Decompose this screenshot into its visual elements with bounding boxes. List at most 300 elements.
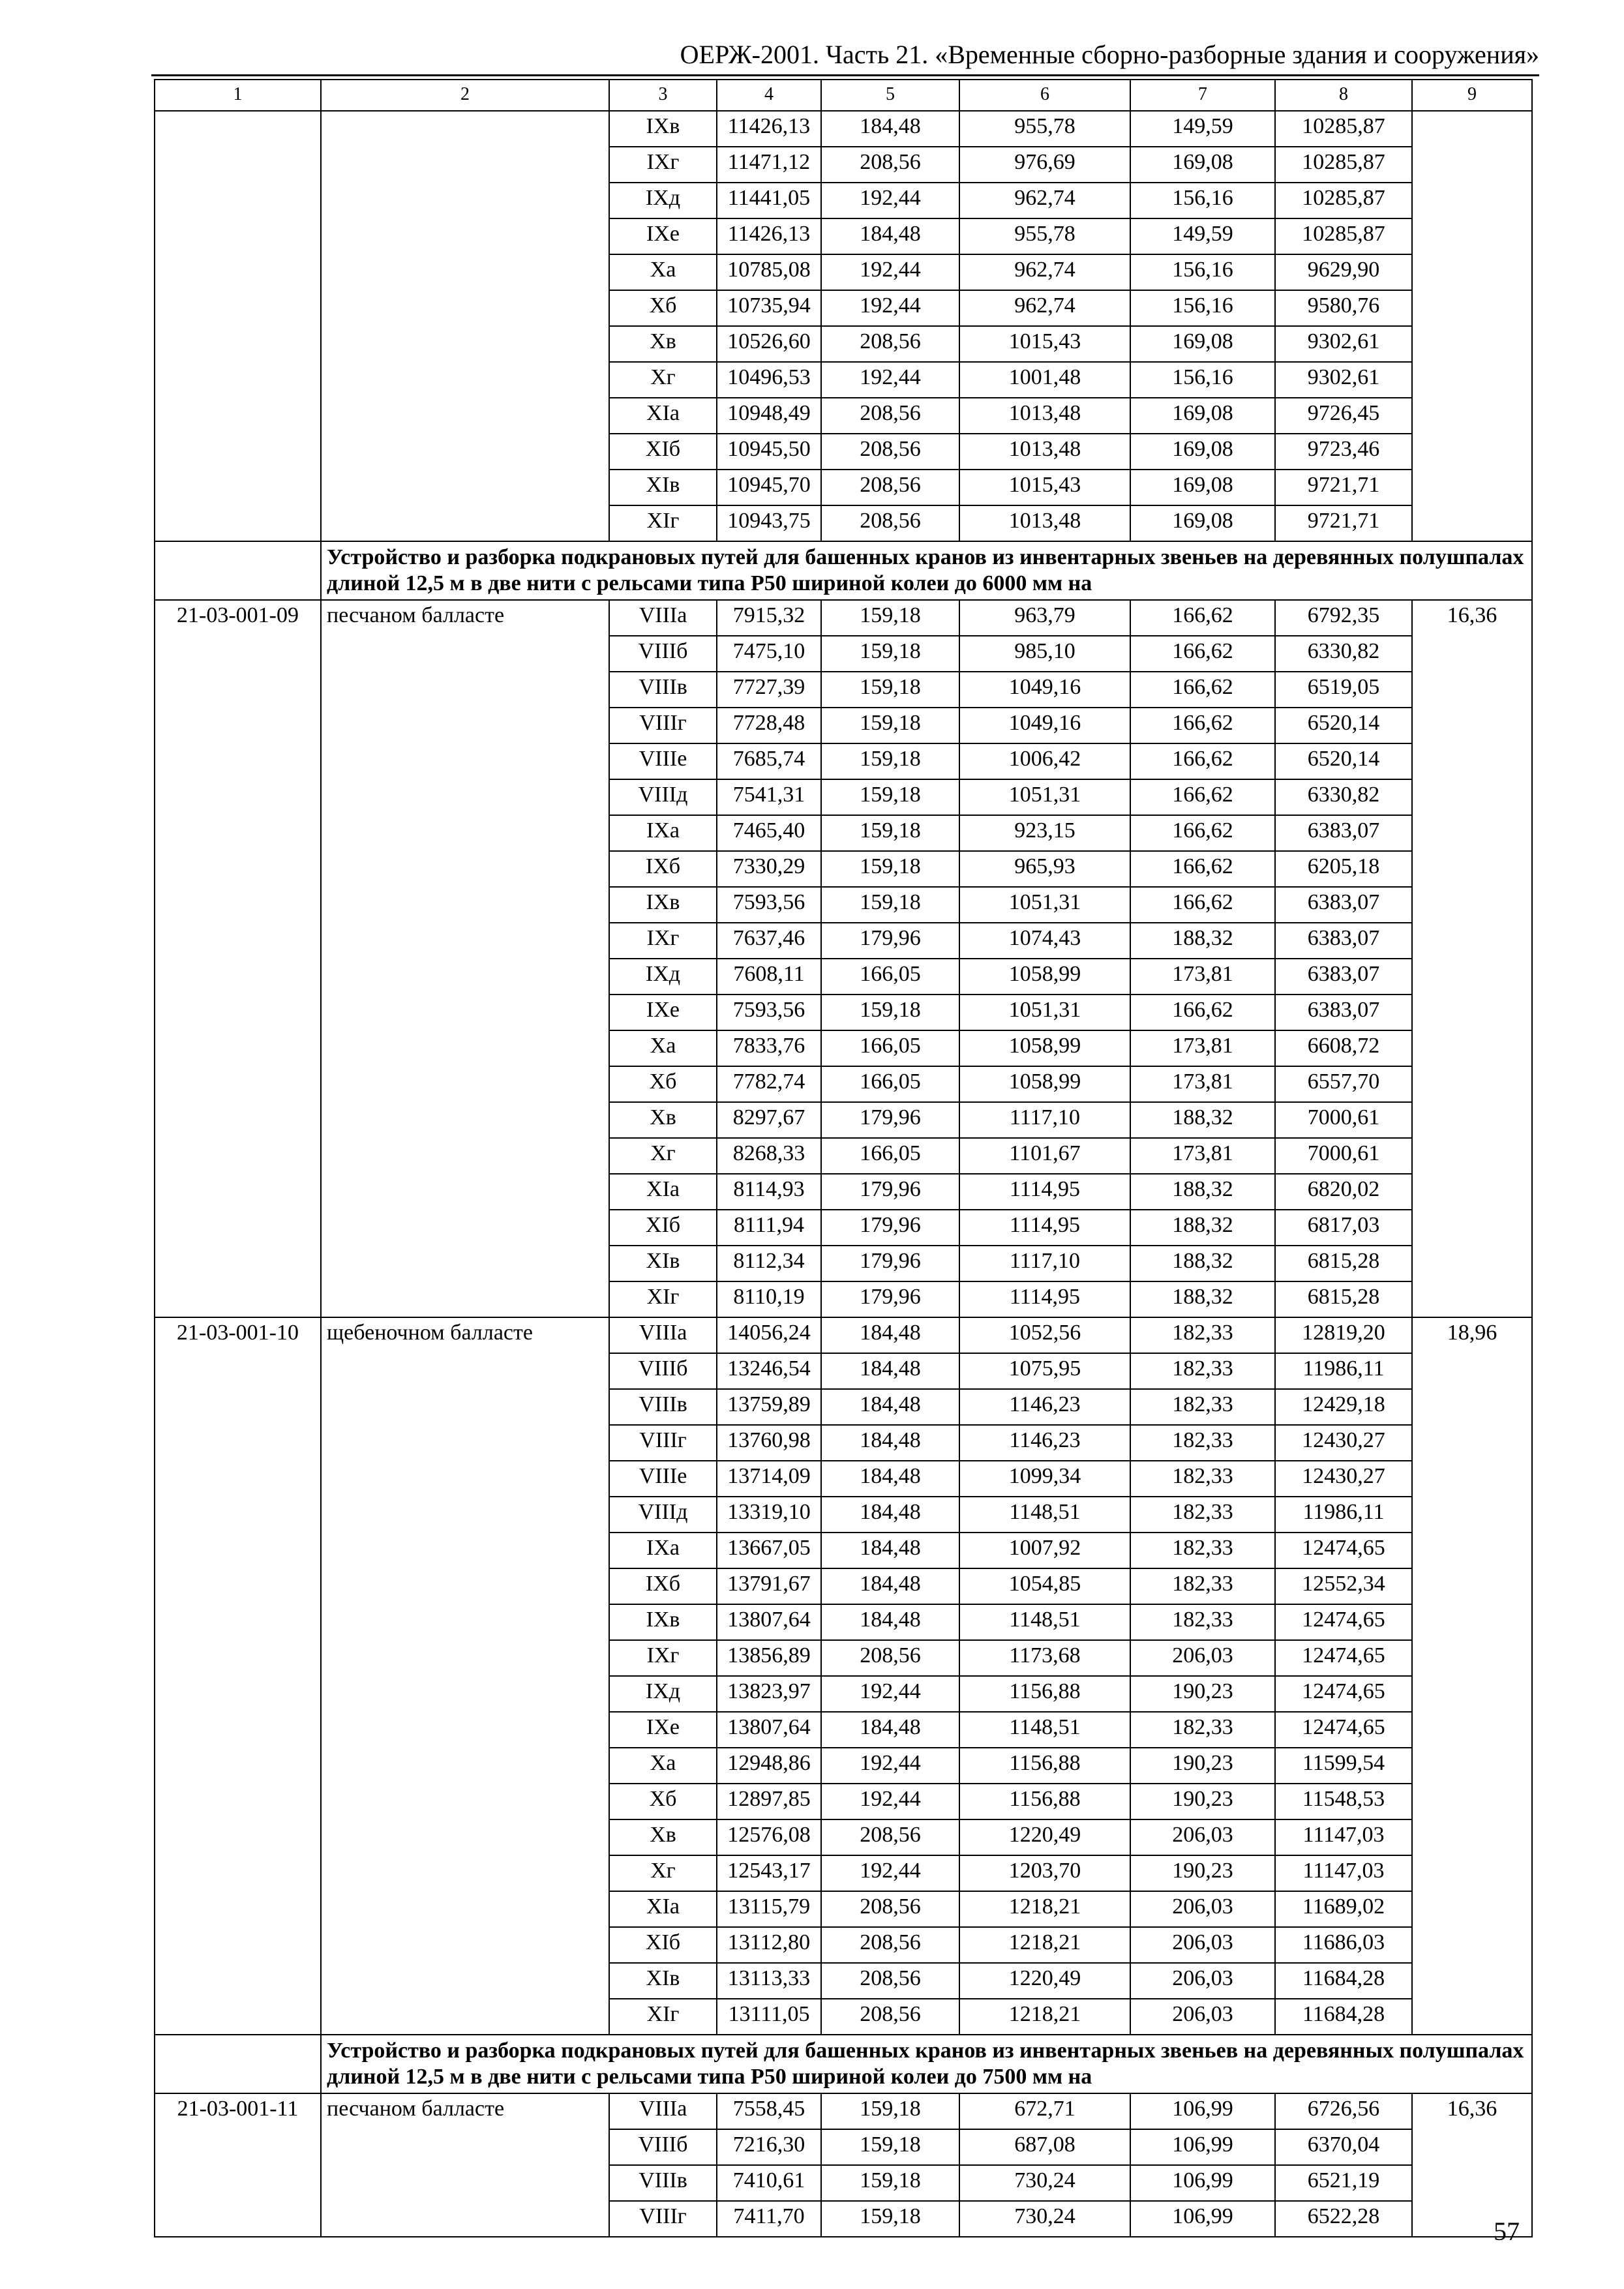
value-cell: XIв — [609, 1246, 717, 1281]
value-cell: 13856,89 — [717, 1640, 821, 1676]
value-cell: VIIIб — [609, 2129, 717, 2165]
value-cell: 1218,21 — [959, 1927, 1130, 1963]
value-cell: 206,03 — [1130, 1819, 1275, 1855]
value-cell: 192,44 — [821, 362, 959, 398]
value-cell: 159,18 — [821, 887, 959, 923]
value-cell: 1013,48 — [959, 505, 1130, 541]
value-cell: 6383,07 — [1275, 959, 1412, 995]
value-cell: 159,18 — [821, 2129, 959, 2165]
value-cell: 6521,19 — [1275, 2165, 1412, 2201]
work-name-cell — [321, 111, 609, 541]
value-cell: 965,93 — [959, 851, 1130, 887]
value-cell: 184,48 — [821, 1425, 959, 1461]
value-cell: IXв — [609, 1604, 717, 1640]
value-cell: 6519,05 — [1275, 672, 1412, 708]
column-9-cell: 18,96 — [1412, 1317, 1532, 2035]
value-cell: 190,23 — [1130, 1855, 1275, 1891]
value-cell: 1101,67 — [959, 1138, 1130, 1174]
value-cell: Xб — [609, 1066, 717, 1102]
value-cell: 166,62 — [1130, 779, 1275, 815]
value-cell: 1058,99 — [959, 1030, 1130, 1066]
value-cell: 1015,43 — [959, 470, 1130, 505]
value-cell: 166,05 — [821, 1030, 959, 1066]
value-cell: 11689,02 — [1275, 1891, 1412, 1927]
value-cell: 7216,30 — [717, 2129, 821, 2165]
value-cell: VIIIб — [609, 1353, 717, 1389]
value-cell: 7411,70 — [717, 2201, 821, 2237]
value-cell: 9723,46 — [1275, 434, 1412, 470]
value-cell: 206,03 — [1130, 1927, 1275, 1963]
value-cell: 7782,74 — [717, 1066, 821, 1102]
value-cell: Xб — [609, 290, 717, 326]
value-cell: 11986,11 — [1275, 1497, 1412, 1533]
value-cell: 6815,28 — [1275, 1281, 1412, 1317]
value-cell: 182,33 — [1130, 1497, 1275, 1533]
value-cell: 208,56 — [821, 1927, 959, 1963]
value-cell: 208,56 — [821, 1999, 959, 2035]
value-cell: 166,62 — [1130, 636, 1275, 672]
value-cell: 159,18 — [821, 2093, 959, 2129]
column-number-cell: 4 — [717, 80, 821, 111]
value-cell: IXг — [609, 923, 717, 959]
value-cell: 1054,85 — [959, 1568, 1130, 1604]
value-cell: Xа — [609, 1748, 717, 1784]
value-cell: 6330,82 — [1275, 779, 1412, 815]
column-9-cell: 16,36 — [1412, 600, 1532, 1317]
column-number-cell: 3 — [609, 80, 717, 111]
value-cell: 8111,94 — [717, 1210, 821, 1246]
value-cell: 13113,33 — [717, 1963, 821, 1999]
value-cell: 7608,11 — [717, 959, 821, 995]
value-cell: 7727,39 — [717, 672, 821, 708]
value-cell: Xг — [609, 362, 717, 398]
value-cell: 1114,95 — [959, 1281, 1130, 1317]
value-cell: 7728,48 — [717, 708, 821, 743]
value-cell: 13111,05 — [717, 1999, 821, 2035]
value-cell: 14056,24 — [717, 1317, 821, 1353]
value-cell: 11147,03 — [1275, 1819, 1412, 1855]
value-cell: 1117,10 — [959, 1246, 1130, 1281]
value-cell: 1007,92 — [959, 1533, 1130, 1568]
value-cell: 1220,49 — [959, 1963, 1130, 1999]
value-cell: 13112,80 — [717, 1927, 821, 1963]
value-cell: 149,59 — [1130, 111, 1275, 147]
value-cell: 1146,23 — [959, 1425, 1130, 1461]
value-cell: 182,33 — [1130, 1389, 1275, 1425]
value-cell: Xг — [609, 1138, 717, 1174]
value-cell: XIа — [609, 1174, 717, 1210]
value-cell: VIIIв — [609, 2165, 717, 2201]
value-cell: 11599,54 — [1275, 1748, 1412, 1784]
column-number-cell: 7 — [1130, 80, 1275, 111]
value-cell: 1015,43 — [959, 326, 1130, 362]
value-cell: 182,33 — [1130, 1533, 1275, 1568]
value-cell: 159,18 — [821, 995, 959, 1030]
value-cell: 13791,67 — [717, 1568, 821, 1604]
value-cell: 182,33 — [1130, 1461, 1275, 1497]
value-cell: 173,81 — [1130, 1030, 1275, 1066]
value-cell: 159,18 — [821, 708, 959, 743]
value-cell: 13115,79 — [717, 1891, 821, 1927]
value-cell: 1148,51 — [959, 1497, 1130, 1533]
value-cell: 159,18 — [821, 672, 959, 708]
value-cell: 156,16 — [1130, 254, 1275, 290]
value-cell: 166,62 — [1130, 708, 1275, 743]
value-cell: 166,62 — [1130, 743, 1275, 779]
value-cell: 976,69 — [959, 147, 1130, 183]
column-number-cell: 8 — [1275, 80, 1412, 111]
value-cell: VIIIа — [609, 1317, 717, 1353]
rate-code-cell: 21-03-001-11 — [155, 2093, 321, 2237]
value-cell: 1156,88 — [959, 1748, 1130, 1784]
value-cell: IXг — [609, 147, 717, 183]
value-cell: VIIIд — [609, 1497, 717, 1533]
value-cell: 169,08 — [1130, 147, 1275, 183]
value-cell: 156,16 — [1130, 362, 1275, 398]
value-cell: 169,08 — [1130, 505, 1275, 541]
value-cell: 12474,65 — [1275, 1533, 1412, 1568]
value-cell: 173,81 — [1130, 959, 1275, 995]
value-cell: VIIIв — [609, 672, 717, 708]
value-cell: 190,23 — [1130, 1784, 1275, 1819]
value-cell: 9721,71 — [1275, 470, 1412, 505]
value-cell: 184,48 — [821, 218, 959, 254]
column-number-cell: 2 — [321, 80, 609, 111]
value-cell: 1146,23 — [959, 1389, 1130, 1425]
value-cell: 11426,13 — [717, 111, 821, 147]
value-cell: 6820,02 — [1275, 1174, 1412, 1210]
value-cell: 106,99 — [1130, 2201, 1275, 2237]
value-cell: 7593,56 — [717, 887, 821, 923]
value-cell: IXб — [609, 1568, 717, 1604]
section-heading-row — [155, 541, 1532, 600]
rate-code-cell — [155, 111, 321, 541]
value-cell: Xб — [609, 1784, 717, 1819]
work-name-cell: песчаном балласте — [321, 2093, 609, 2237]
value-cell: 10785,08 — [717, 254, 821, 290]
value-cell: VIIIб — [609, 636, 717, 672]
value-cell: 7833,76 — [717, 1030, 821, 1066]
rate-code-cell: 21-03-001-09 — [155, 600, 321, 1317]
work-name-cell: песчаном балласте — [321, 600, 609, 1317]
value-cell: 10526,60 — [717, 326, 821, 362]
column-number-cell: 1 — [155, 80, 321, 111]
value-cell: 184,48 — [821, 1533, 959, 1568]
value-cell: 179,96 — [821, 1281, 959, 1317]
value-cell: 10945,50 — [717, 434, 821, 470]
value-cell: 1114,95 — [959, 1174, 1130, 1210]
value-cell: 208,56 — [821, 1891, 959, 1927]
value-cell: 169,08 — [1130, 434, 1275, 470]
value-cell: 208,56 — [821, 398, 959, 434]
value-cell: 7465,40 — [717, 815, 821, 851]
value-cell: 13759,89 — [717, 1389, 821, 1425]
value-cell: 1051,31 — [959, 887, 1130, 923]
value-cell: 206,03 — [1130, 1963, 1275, 1999]
value-cell: 12552,34 — [1275, 1568, 1412, 1604]
value-cell: 11471,12 — [717, 147, 821, 183]
section-empty-cell — [155, 541, 321, 600]
value-cell: 13667,05 — [717, 1533, 821, 1568]
column-number-cell: 9 — [1412, 80, 1532, 111]
value-cell: 6383,07 — [1275, 887, 1412, 923]
value-cell: 208,56 — [821, 505, 959, 541]
value-cell: 13807,64 — [717, 1604, 821, 1640]
value-cell: 1058,99 — [959, 959, 1130, 995]
value-cell: 7915,32 — [717, 600, 821, 636]
value-cell: 13714,09 — [717, 1461, 821, 1497]
value-cell: XIг — [609, 1999, 717, 2035]
value-cell: 1156,88 — [959, 1784, 1130, 1819]
value-cell: XIб — [609, 1927, 717, 1963]
value-cell: 10943,75 — [717, 505, 821, 541]
value-cell: 192,44 — [821, 1784, 959, 1819]
value-cell: 190,23 — [1130, 1676, 1275, 1712]
value-cell: Xв — [609, 1819, 717, 1855]
value-cell: 10285,87 — [1275, 111, 1412, 147]
value-cell: 955,78 — [959, 111, 1130, 147]
value-cell: 166,62 — [1130, 672, 1275, 708]
value-cell: 6520,14 — [1275, 708, 1412, 743]
value-cell: VIIIа — [609, 600, 717, 636]
value-cell: 6815,28 — [1275, 1246, 1412, 1281]
value-cell: 159,18 — [821, 851, 959, 887]
value-cell: 188,32 — [1130, 1281, 1275, 1317]
value-cell: IXе — [609, 218, 717, 254]
value-cell: 1173,68 — [959, 1640, 1130, 1676]
value-cell: 1051,31 — [959, 995, 1130, 1030]
value-cell: 9302,61 — [1275, 362, 1412, 398]
value-cell: XIа — [609, 1891, 717, 1927]
value-cell: Xг — [609, 1855, 717, 1891]
value-cell: 192,44 — [821, 1676, 959, 1712]
value-cell: 11147,03 — [1275, 1855, 1412, 1891]
value-cell: 6383,07 — [1275, 995, 1412, 1030]
value-cell: 182,33 — [1130, 1712, 1275, 1748]
value-cell: 192,44 — [821, 254, 959, 290]
value-cell: 10285,87 — [1275, 183, 1412, 218]
value-cell: 6557,70 — [1275, 1066, 1412, 1102]
value-cell: 12819,20 — [1275, 1317, 1412, 1353]
value-cell: 184,48 — [821, 1461, 959, 1497]
value-cell: 10285,87 — [1275, 147, 1412, 183]
value-cell: 1049,16 — [959, 672, 1130, 708]
value-cell: 7593,56 — [717, 995, 821, 1030]
value-cell: 208,56 — [821, 1640, 959, 1676]
value-cell: 159,18 — [821, 815, 959, 851]
value-cell: 166,62 — [1130, 887, 1275, 923]
value-cell: Xа — [609, 254, 717, 290]
value-cell: 208,56 — [821, 1963, 959, 1999]
value-cell: 1156,88 — [959, 1676, 1130, 1712]
value-cell: 188,32 — [1130, 1246, 1275, 1281]
value-cell: 173,81 — [1130, 1138, 1275, 1174]
value-cell: 208,56 — [821, 326, 959, 362]
value-cell: 166,05 — [821, 1066, 959, 1102]
value-cell: 7541,31 — [717, 779, 821, 815]
value-cell: 10735,94 — [717, 290, 821, 326]
value-cell: Xв — [609, 326, 717, 362]
value-cell: 12948,86 — [717, 1748, 821, 1784]
value-cell: 7330,29 — [717, 851, 821, 887]
value-cell: 1013,48 — [959, 434, 1130, 470]
value-cell: 166,05 — [821, 1138, 959, 1174]
value-cell: 179,96 — [821, 1174, 959, 1210]
value-cell: 179,96 — [821, 1102, 959, 1138]
value-cell: 955,78 — [959, 218, 1130, 254]
value-cell: IXе — [609, 1712, 717, 1748]
value-cell: 6383,07 — [1275, 923, 1412, 959]
value-cell: XIб — [609, 1210, 717, 1246]
value-cell: 11686,03 — [1275, 1927, 1412, 1963]
value-cell: 12429,18 — [1275, 1389, 1412, 1425]
value-cell: 106,99 — [1130, 2165, 1275, 2201]
value-cell: 182,33 — [1130, 1425, 1275, 1461]
value-cell: 13319,10 — [717, 1497, 821, 1533]
value-cell: IXг — [609, 1640, 717, 1676]
value-cell: 12430,27 — [1275, 1461, 1412, 1497]
section-heading: Устройство и разборка подкрановых путей для башенных кранов из инвентарных звеньев на деревянных полушпалах длиной 12,5 м в две нити с рельсами типа Р50 шириной колеи до 6000 мм на — [321, 541, 1532, 600]
value-cell: 8297,67 — [717, 1102, 821, 1138]
value-cell: IXа — [609, 1533, 717, 1568]
value-cell: 188,32 — [1130, 1174, 1275, 1210]
value-cell: 169,08 — [1130, 326, 1275, 362]
value-cell: 166,05 — [821, 959, 959, 995]
value-cell: 6520,14 — [1275, 743, 1412, 779]
value-cell: 1220,49 — [959, 1819, 1130, 1855]
value-cell: 184,48 — [821, 1712, 959, 1748]
value-cell: 6330,82 — [1275, 636, 1412, 672]
value-cell: 173,81 — [1130, 1066, 1275, 1102]
value-cell: 184,48 — [821, 1317, 959, 1353]
value-cell: VIIIг — [609, 1425, 717, 1461]
value-cell: 190,23 — [1130, 1748, 1275, 1784]
value-cell: 156,16 — [1130, 183, 1275, 218]
value-cell: 206,03 — [1130, 1640, 1275, 1676]
value-cell: 208,56 — [821, 470, 959, 505]
value-cell: 106,99 — [1130, 2093, 1275, 2129]
value-cell: 206,03 — [1130, 1891, 1275, 1927]
value-cell: 11441,05 — [717, 183, 821, 218]
value-cell: 7475,10 — [717, 636, 821, 672]
value-cell: 11986,11 — [1275, 1353, 1412, 1389]
value-cell: 184,48 — [821, 1568, 959, 1604]
value-cell: 159,18 — [821, 779, 959, 815]
value-cell: IXв — [609, 887, 717, 923]
value-cell: 12576,08 — [717, 1819, 821, 1855]
value-cell: VIIIв — [609, 1389, 717, 1425]
table-row — [155, 2093, 1532, 2129]
value-cell: 11426,13 — [717, 218, 821, 254]
value-cell: 6205,18 — [1275, 851, 1412, 887]
value-cell: 730,24 — [959, 2201, 1130, 2237]
value-cell: 9580,76 — [1275, 290, 1412, 326]
section-heading-row — [155, 2035, 1532, 2093]
value-cell: 179,96 — [821, 923, 959, 959]
value-cell: 12474,65 — [1275, 1712, 1412, 1748]
column-number-cell: 5 — [821, 80, 959, 111]
value-cell: 184,48 — [821, 1497, 959, 1533]
value-cell: 12430,27 — [1275, 1425, 1412, 1461]
value-cell: 159,18 — [821, 2165, 959, 2201]
value-cell: 6726,56 — [1275, 2093, 1412, 2129]
value-cell: 11684,28 — [1275, 1999, 1412, 2035]
value-cell: 730,24 — [959, 2165, 1130, 2201]
value-cell: 672,71 — [959, 2093, 1130, 2129]
value-cell: IXд — [609, 1676, 717, 1712]
value-cell: 13823,97 — [717, 1676, 821, 1712]
value-cell: 1075,95 — [959, 1353, 1130, 1389]
value-cell: XIг — [609, 505, 717, 541]
value-cell: VIIIд — [609, 779, 717, 815]
value-cell: 6522,28 — [1275, 2201, 1412, 2237]
value-cell: VIIIе — [609, 1461, 717, 1497]
value-cell: 1148,51 — [959, 1604, 1130, 1640]
page-number: 57 — [1494, 2217, 1520, 2246]
value-cell: IXд — [609, 183, 717, 218]
value-cell: 6370,04 — [1275, 2129, 1412, 2165]
value-cell: XIб — [609, 434, 717, 470]
value-cell: 184,48 — [821, 111, 959, 147]
value-cell: 208,56 — [821, 147, 959, 183]
value-cell: 166,62 — [1130, 815, 1275, 851]
value-cell: 10285,87 — [1275, 218, 1412, 254]
value-cell: 169,08 — [1130, 470, 1275, 505]
value-cell: 208,56 — [821, 434, 959, 470]
value-cell: 9302,61 — [1275, 326, 1412, 362]
value-cell: 184,48 — [821, 1604, 959, 1640]
value-cell: 7410,61 — [717, 2165, 821, 2201]
value-cell: 9721,71 — [1275, 505, 1412, 541]
rates-table — [154, 79, 1533, 2237]
value-cell: XIв — [609, 470, 717, 505]
value-cell: 6792,35 — [1275, 600, 1412, 636]
value-cell: 12474,65 — [1275, 1604, 1412, 1640]
value-cell: 962,74 — [959, 290, 1130, 326]
value-cell: 985,10 — [959, 636, 1130, 672]
value-cell: VIIIе — [609, 743, 717, 779]
value-cell: 7000,61 — [1275, 1138, 1412, 1174]
value-cell: 1203,70 — [959, 1855, 1130, 1891]
value-cell: 1049,16 — [959, 708, 1130, 743]
value-cell: 12474,65 — [1275, 1676, 1412, 1712]
value-cell: 13246,54 — [717, 1353, 821, 1389]
value-cell: 962,74 — [959, 183, 1130, 218]
value-cell: 12474,65 — [1275, 1640, 1412, 1676]
column-9-cell: 16,36 — [1412, 2093, 1532, 2237]
value-cell: 11548,53 — [1275, 1784, 1412, 1819]
section-empty-cell — [155, 2035, 321, 2093]
value-cell: 962,74 — [959, 254, 1130, 290]
value-cell: 11684,28 — [1275, 1963, 1412, 1999]
value-cell: 6383,07 — [1275, 815, 1412, 851]
value-cell: 1099,34 — [959, 1461, 1130, 1497]
value-cell: 1058,99 — [959, 1066, 1130, 1102]
work-name-cell: щебеночном балласте — [321, 1317, 609, 2035]
value-cell: 192,44 — [821, 183, 959, 218]
value-cell: IXа — [609, 815, 717, 851]
value-cell: 1013,48 — [959, 398, 1130, 434]
value-cell: 166,62 — [1130, 851, 1275, 887]
value-cell: VIIIг — [609, 2201, 717, 2237]
value-cell: 13760,98 — [717, 1425, 821, 1461]
value-cell: 182,33 — [1130, 1317, 1275, 1353]
page-header-title: ОЕРЖ-2001. Часть 21. «Временные сборно-разборные здания и сооружения» — [680, 40, 1539, 69]
value-cell: 1218,21 — [959, 1999, 1130, 2035]
value-cell: 188,32 — [1130, 1102, 1275, 1138]
value-cell: 7558,45 — [717, 2093, 821, 2129]
value-cell: IXд — [609, 959, 717, 995]
